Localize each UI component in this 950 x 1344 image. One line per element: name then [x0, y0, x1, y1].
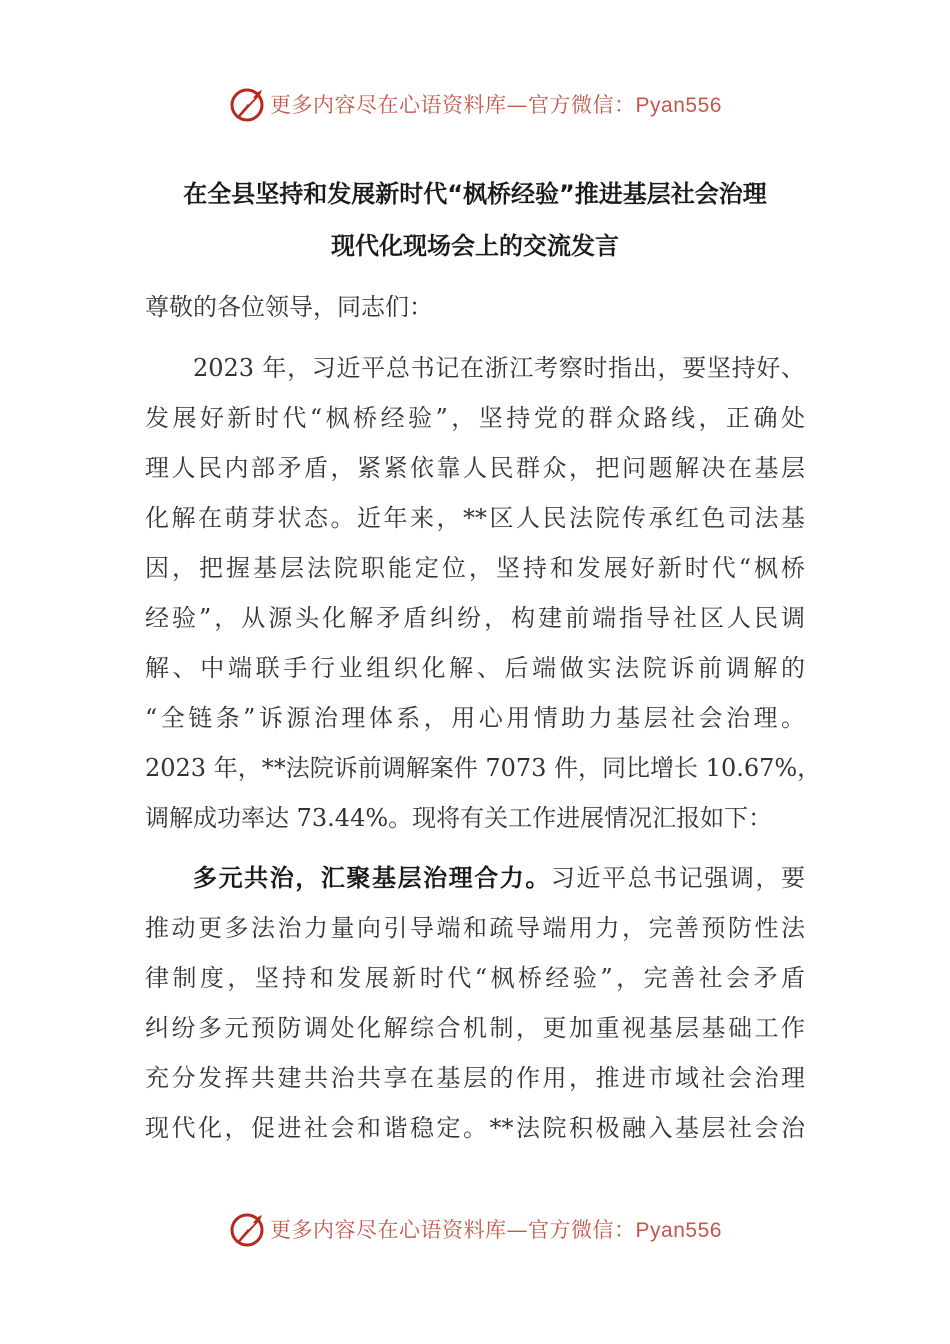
paragraph-line: “全链条”诉源治理体系，用心用情助力基层社会治理。: [145, 704, 805, 732]
paragraph-line: 因，把握基层法院职能定位，坚持和发展好新时代“枫桥: [145, 554, 805, 582]
banner-text: [270, 1214, 722, 1244]
paragraph-line: 发展好新时代“枫桥经验”，坚持党的群众路线，正确处: [145, 404, 805, 432]
paragraph-line: 律制度，坚持和发展新时代“枫桥经验”，完善社会矛盾: [145, 964, 805, 992]
salutation: 尊敬的各位领导，同志们：: [145, 293, 433, 321]
banner-wechat-label: 官方微信：: [528, 93, 636, 117]
paragraph-line: 经验”，从源头化解矛盾纠纷，构建前端指导社区人民调: [145, 604, 805, 632]
banner-wechat-label: 官方微信：: [528, 1218, 636, 1242]
header-banner: [0, 82, 950, 126]
banner-text: [270, 89, 722, 119]
quill-logo-icon: [228, 1209, 268, 1249]
banner-wechat-id: Pyan556: [635, 1219, 722, 1242]
paragraph-line: 纠纷多元预防调处化解综合机制，更加重视基层基础工作: [145, 1014, 805, 1042]
paragraph-line: 推动更多法治力量向引导端和疏导端用力，完善预防性法: [145, 914, 805, 942]
paragraph-line: 调解成功率达 73.44%。现将有关工作进展情况汇报如下：: [145, 804, 773, 832]
document-title-line-1: 在全县坚持和发展新时代“枫桥经验”推进基层社会治理: [183, 180, 767, 208]
document-title-line-2: 现代化现场会上的交流发言: [331, 232, 619, 260]
paragraph-line: 化解在萌芽状态。近年来，**区人民法院传承红色司法基: [145, 504, 805, 532]
banner-dash: —: [506, 93, 529, 117]
quill-logo-icon: [228, 84, 268, 124]
paragraph-text: 习近平总书记强调，要: [550, 864, 806, 892]
footer-banner: [0, 1207, 950, 1251]
banner-slogan: 更多内容尽在心语资料库: [270, 93, 507, 117]
section-heading: 多元共治，汇聚基层治理合力。: [193, 864, 551, 892]
paragraph-line: 理人民内部矛盾，紧紧依靠人民群众，把问题解决在基层: [145, 454, 805, 482]
paragraph-line: 充分发挥共建共治共享在基层的作用，推进市域社会治理: [145, 1064, 805, 1092]
paragraph-line: 现代化，促进社会和谐稳定。**法院积极融入基层社会治: [145, 1114, 805, 1142]
banner-dash: —: [506, 1218, 529, 1242]
banner-slogan: 更多内容尽在心语资料库: [270, 1218, 507, 1242]
paragraph-line: [193, 863, 805, 893]
paragraph-line: 2023 年，习近平总书记在浙江考察时指出，要坚持好、: [193, 354, 805, 382]
paragraph-line: 2023 年，**法院诉前调解案件 7073 件，同比增长 10.67%，: [145, 754, 822, 782]
banner-wechat-id: Pyan556: [635, 94, 722, 117]
paragraph-line: 解、中端联手行业组织化解、后端做实法院诉前调解的: [145, 654, 805, 682]
